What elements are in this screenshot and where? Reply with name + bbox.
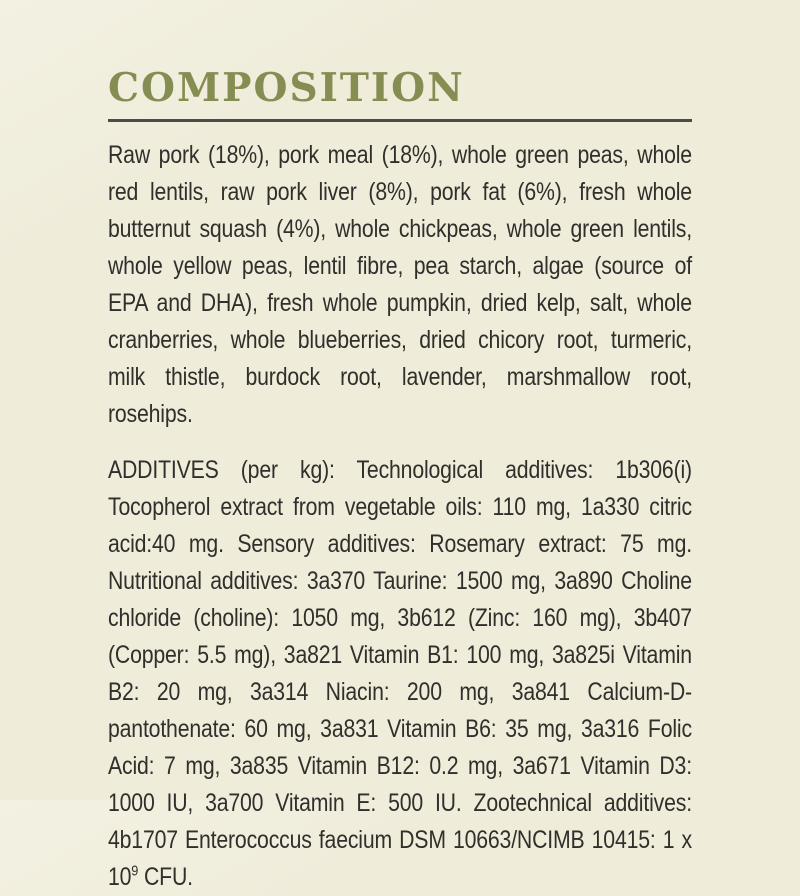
composition-paragraph: Raw pork (18%), pork meal (18%), whole green peas, whole red lentils, raw pork liver (8%), pork fat (6%), fresh whole butternut squash (4%), whole chickpeas, whole green lentils, whole yellow peas, lentil fibre, pea starch, algae (source of EPA and DHA), fresh whole pumpkin, dried kelp, salt, whole cranberries, whole blueberries, dried chicory root, turmeric, milk thistle, burdock root, lavender, marshmallow root, rosehips. [108, 141, 692, 428]
additives-text: ADDITIVES (per kg): Technological additives: 1b306(i) Tocopherol extract from vegetable oils: 110 mg, 1a330 citric acid:40 mg. Sensory additives: Rosemary extract: 75 mg. Nutritional additives: 3a370 Taurine: 1500 mg, 3a890 Choline chloride (choline): 1050 mg, 3b612 (Zinc: 160 mg), 3b407 (Copper: 5.5 mg), 3a821 Vitamin B1: 100 mg, 3a825i Vitamin B2: 20 mg, 3a314 Niacin: 200 mg, 3a841 Calcium-D-pantothenate: 60 mg, 3a831 Vitamin B6: 35 mg, 3a316 Folic Acid: 7 mg, 3a835 Vitamin B12: 0.2 mg, 3a671 Vitamin D3: 1000 IU, 3a700 Vitamin E: 500 IU. Zootechnical additives: 4b1707 Enterococcus faecium DSM 10663/NCIMB 10415: 1 x 10 [108, 456, 692, 891]
cfu-exponent: 9 [131, 862, 139, 880]
heading-divider [108, 119, 692, 122]
label-text-block [108, 137, 692, 896]
section-heading: COMPOSITION [108, 65, 465, 111]
additives-text-tail: CFU. [138, 863, 193, 891]
additives-paragraph [108, 452, 692, 896]
